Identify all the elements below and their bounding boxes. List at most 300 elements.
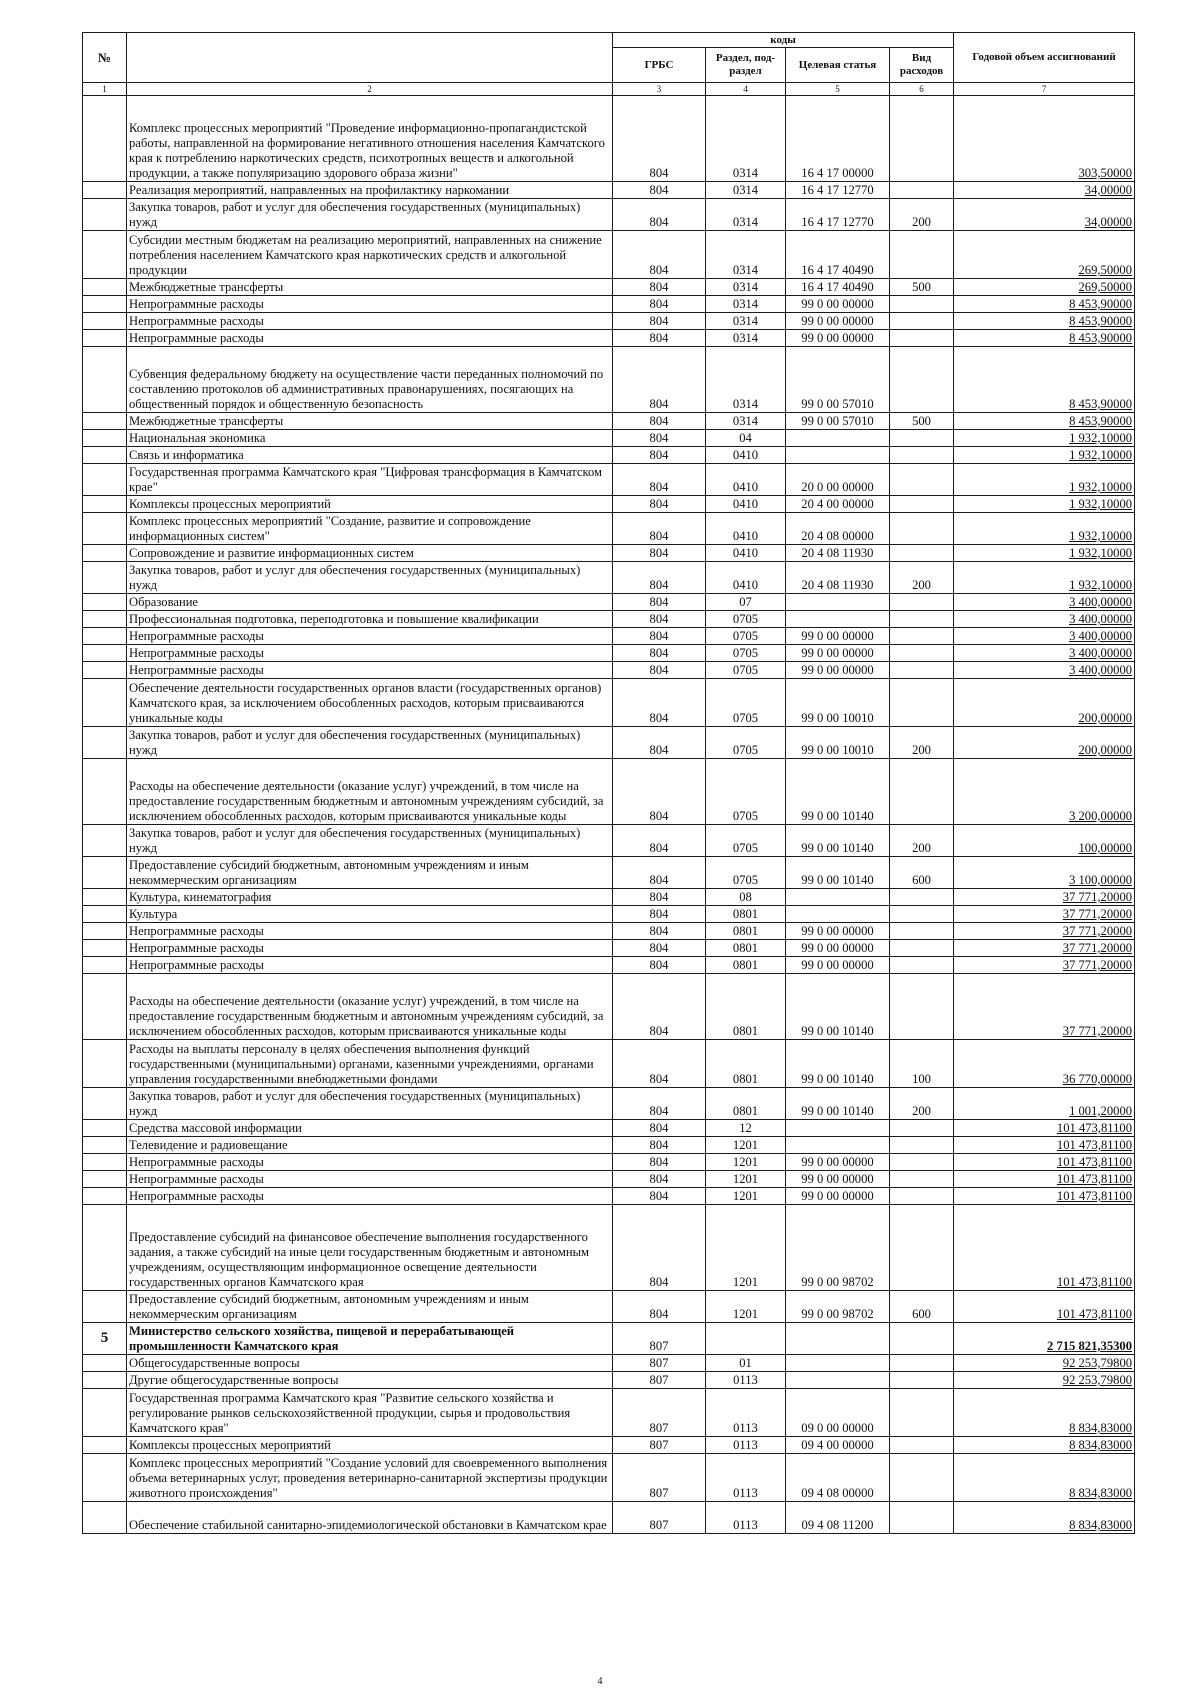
row-grbs: 804 <box>613 562 706 594</box>
row-target: 99 0 00 00000 <box>786 1171 890 1188</box>
row-section: 0410 <box>706 464 786 496</box>
row-number <box>83 96 127 182</box>
table-row <box>83 330 1135 347</box>
table-row <box>83 347 1135 413</box>
row-amount: 34,00000 <box>954 199 1135 231</box>
table-row <box>83 182 1135 199</box>
row-number <box>83 923 127 940</box>
row-number <box>83 1291 127 1323</box>
table-row <box>83 645 1135 662</box>
row-grbs: 807 <box>613 1454 706 1502</box>
row-name: Непрограммные расходы <box>127 296 613 313</box>
row-name: Расходы на обеспечение деятельности (оказание услуг) учреждений, в том числе на предоставление государственным бюджетным и автономным учреждениям субсидий, за исключением обособленных расходов, которым присваиваются уникальные коды <box>127 759 613 825</box>
row-expense-type <box>890 1454 954 1502</box>
table-row <box>83 296 1135 313</box>
row-number <box>83 430 127 447</box>
table-row <box>83 594 1135 611</box>
row-expense-type: 600 <box>890 1291 954 1323</box>
budget-sheet <box>82 32 1134 1534</box>
table-row <box>83 199 1135 231</box>
row-number <box>83 628 127 645</box>
table-row <box>83 1040 1135 1088</box>
row-section: 0314 <box>706 413 786 430</box>
row-section: 0801 <box>706 1040 786 1088</box>
row-amount: 8 453,90000 <box>954 330 1135 347</box>
header-name <box>127 33 613 83</box>
row-section: 0314 <box>706 96 786 182</box>
row-grbs: 804 <box>613 496 706 513</box>
row-grbs: 804 <box>613 825 706 857</box>
row-amount: 101 473,81100 <box>954 1188 1135 1205</box>
row-number <box>83 562 127 594</box>
row-expense-type <box>890 889 954 906</box>
row-name: Государственная программа Камчатского края "Развитие сельского хозяйства и регулирование рынков сельскохозяйственной продукции, сырья и продовольствия Камчатского края" <box>127 1389 613 1437</box>
table-row <box>83 940 1135 957</box>
row-expense-type <box>890 679 954 727</box>
table-row <box>83 1154 1135 1171</box>
row-section: 0801 <box>706 974 786 1040</box>
row-grbs: 804 <box>613 96 706 182</box>
row-expense-type <box>890 430 954 447</box>
row-amount: 303,50000 <box>954 96 1135 182</box>
table-row <box>83 628 1135 645</box>
row-name: Закупка товаров, работ и услуг для обеспечения государственных (муниципальных) нужд <box>127 825 613 857</box>
row-grbs: 804 <box>613 296 706 313</box>
row-amount: 3 200,00000 <box>954 759 1135 825</box>
row-name: Непрограммные расходы <box>127 940 613 957</box>
table-row <box>83 1389 1135 1437</box>
col-number: 2 <box>127 83 613 96</box>
row-grbs: 804 <box>613 1291 706 1323</box>
row-grbs: 804 <box>613 628 706 645</box>
row-name: Непрограммные расходы <box>127 1188 613 1205</box>
row-name: Государственная программа Камчатского края "Цифровая трансформация в Камчатском крае" <box>127 464 613 496</box>
table-row <box>83 231 1135 279</box>
row-expense-type <box>890 347 954 413</box>
row-expense-type: 100 <box>890 1040 954 1088</box>
row-section: 0314 <box>706 347 786 413</box>
row-target: 99 0 00 00000 <box>786 645 890 662</box>
row-section: 0801 <box>706 1088 786 1120</box>
row-target: 99 0 00 00000 <box>786 957 890 974</box>
row-amount: 101 473,81100 <box>954 1154 1135 1171</box>
row-section: 1201 <box>706 1291 786 1323</box>
row-expense-type <box>890 296 954 313</box>
table-row <box>83 1323 1135 1355</box>
row-target: 99 0 00 00000 <box>786 940 890 957</box>
row-section: 0113 <box>706 1389 786 1437</box>
row-target: 99 0 00 10140 <box>786 857 890 889</box>
row-grbs: 804 <box>613 1040 706 1088</box>
row-target <box>786 430 890 447</box>
row-amount: 269,50000 <box>954 279 1135 296</box>
page-number: 4 <box>597 1676 603 1687</box>
row-target: 09 4 00 00000 <box>786 1437 890 1454</box>
row-name: Закупка товаров, работ и услуг для обеспечения государственных (муниципальных) нужд <box>127 727 613 759</box>
row-amount: 1 001,20000 <box>954 1088 1135 1120</box>
row-target: 20 4 08 11930 <box>786 545 890 562</box>
row-section: 1201 <box>706 1188 786 1205</box>
row-name: Непрограммные расходы <box>127 662 613 679</box>
row-target: 99 0 00 10010 <box>786 727 890 759</box>
row-number <box>83 974 127 1040</box>
row-number <box>83 545 127 562</box>
row-expense-type: 200 <box>890 562 954 594</box>
row-name: Непрограммные расходы <box>127 1154 613 1171</box>
row-name: Комплекс процессных мероприятий "Проведение информационно-пропагандистской работы, направленной на формирование негативного отношения населения Камчатского края к потреблению наркотических средств, психотропных веществ и алкогольной продукции, а также популяризацию здорового образа жизни" <box>127 96 613 182</box>
row-grbs: 804 <box>613 857 706 889</box>
row-number <box>83 594 127 611</box>
row-section: 0801 <box>706 940 786 957</box>
row-expense-type <box>890 923 954 940</box>
row-number <box>83 1389 127 1437</box>
row-name: Обеспечение деятельности государственных органов власти (государственных органов) Камчатского края, за исключением обособленных расходов, которым присваиваются уникальные коды <box>127 679 613 727</box>
row-name: Непрограммные расходы <box>127 923 613 940</box>
row-grbs: 804 <box>613 430 706 447</box>
row-expense-type <box>890 906 954 923</box>
row-section: 0113 <box>706 1372 786 1389</box>
table-row <box>83 1454 1135 1502</box>
row-target: 99 0 00 10140 <box>786 1088 890 1120</box>
row-expense-type <box>890 496 954 513</box>
row-expense-type <box>890 513 954 545</box>
table-row <box>83 1502 1135 1534</box>
row-expense-type <box>890 182 954 199</box>
row-amount: 101 473,81100 <box>954 1137 1135 1154</box>
row-expense-type <box>890 1171 954 1188</box>
row-number <box>83 1502 127 1534</box>
row-target <box>786 1137 890 1154</box>
table-row <box>83 1171 1135 1188</box>
row-section: 1201 <box>706 1171 786 1188</box>
row-name: Профессиональная подготовка, переподготовка и повышение квалификации <box>127 611 613 628</box>
row-section: 0801 <box>706 957 786 974</box>
row-name: Субвенция федеральному бюджету на осуществление части переданных полномочий по составлению протоколов об административных правонарушениях, посягающих на общественный порядок и общественную безопасность <box>127 347 613 413</box>
row-section: 12 <box>706 1120 786 1137</box>
table-row <box>83 413 1135 430</box>
row-section: 0410 <box>706 496 786 513</box>
row-number <box>83 1154 127 1171</box>
row-number <box>83 279 127 296</box>
row-expense-type: 200 <box>890 727 954 759</box>
row-target: 99 0 00 10140 <box>786 825 890 857</box>
row-amount: 37 771,20000 <box>954 923 1135 940</box>
row-section: 0705 <box>706 759 786 825</box>
table-row <box>83 611 1135 628</box>
row-section: 0113 <box>706 1454 786 1502</box>
row-amount: 101 473,81100 <box>954 1120 1135 1137</box>
row-name: Другие общегосударственные вопросы <box>127 1372 613 1389</box>
row-grbs: 804 <box>613 906 706 923</box>
header-grbs: ГРБС <box>613 48 706 83</box>
row-expense-type <box>890 1372 954 1389</box>
table-row <box>83 496 1135 513</box>
row-amount: 2 715 821,35300 <box>954 1323 1135 1355</box>
row-name: Закупка товаров, работ и услуг для обеспечения государственных (муниципальных) нужд <box>127 1088 613 1120</box>
row-name: Комплексы процессных мероприятий <box>127 1437 613 1454</box>
row-number <box>83 1205 127 1291</box>
row-name: Связь и информатика <box>127 447 613 464</box>
row-number <box>83 1137 127 1154</box>
row-number <box>83 296 127 313</box>
row-name: Обеспечение стабильной санитарно-эпидемиологической обстановки в Камчатском крае <box>127 1502 613 1534</box>
row-section: 0705 <box>706 662 786 679</box>
header-amount: Годовой объем ассигнований <box>954 33 1135 83</box>
row-number <box>83 857 127 889</box>
table-row <box>83 1137 1135 1154</box>
row-amount: 8 453,90000 <box>954 347 1135 413</box>
table-row <box>83 889 1135 906</box>
row-section: 0705 <box>706 857 786 889</box>
row-number <box>83 496 127 513</box>
col-number: 5 <box>786 83 890 96</box>
row-expense-type <box>890 545 954 562</box>
row-target <box>786 611 890 628</box>
row-target: 99 0 00 57010 <box>786 347 890 413</box>
table-row <box>83 545 1135 562</box>
row-section: 0314 <box>706 199 786 231</box>
col-number: 4 <box>706 83 786 96</box>
row-grbs: 807 <box>613 1437 706 1454</box>
row-section: 0801 <box>706 906 786 923</box>
row-amount: 1 932,10000 <box>954 545 1135 562</box>
row-expense-type <box>890 1188 954 1205</box>
row-grbs: 804 <box>613 1088 706 1120</box>
header-expense-type: Вид расходов <box>890 48 954 83</box>
table-row <box>83 1088 1135 1120</box>
row-expense-type <box>890 1154 954 1171</box>
row-name: Непрограммные расходы <box>127 330 613 347</box>
row-target: 20 4 08 11930 <box>786 562 890 594</box>
row-expense-type <box>890 313 954 330</box>
table-row <box>83 1372 1135 1389</box>
row-number <box>83 182 127 199</box>
table-row <box>83 825 1135 857</box>
row-amount: 8 834,83000 <box>954 1389 1135 1437</box>
row-grbs: 807 <box>613 1372 706 1389</box>
row-grbs: 804 <box>613 759 706 825</box>
row-grbs: 807 <box>613 1323 706 1355</box>
row-expense-type <box>890 759 954 825</box>
row-grbs: 804 <box>613 330 706 347</box>
row-name: Межбюджетные трансферты <box>127 279 613 296</box>
row-number <box>83 940 127 957</box>
row-target <box>786 447 890 464</box>
row-section: 0410 <box>706 513 786 545</box>
row-expense-type: 500 <box>890 279 954 296</box>
row-expense-type <box>890 957 954 974</box>
row-section: 08 <box>706 889 786 906</box>
row-expense-type <box>890 1437 954 1454</box>
row-amount: 37 771,20000 <box>954 940 1135 957</box>
row-number: 5 <box>83 1323 127 1355</box>
row-name: Образование <box>127 594 613 611</box>
row-section: 0314 <box>706 231 786 279</box>
row-grbs: 804 <box>613 545 706 562</box>
row-section: 0113 <box>706 1437 786 1454</box>
row-name: Общегосударственные вопросы <box>127 1355 613 1372</box>
row-number <box>83 1088 127 1120</box>
row-target: 99 0 00 00000 <box>786 1154 890 1171</box>
row-amount: 101 473,81100 <box>954 1205 1135 1291</box>
row-grbs: 804 <box>613 1205 706 1291</box>
row-amount: 101 473,81100 <box>954 1291 1135 1323</box>
row-expense-type <box>890 1137 954 1154</box>
row-target: 16 4 17 40490 <box>786 279 890 296</box>
row-section: 0705 <box>706 825 786 857</box>
row-expense-type <box>890 662 954 679</box>
row-expense-type: 500 <box>890 413 954 430</box>
row-expense-type <box>890 96 954 182</box>
row-number <box>83 957 127 974</box>
row-amount: 1 932,10000 <box>954 496 1135 513</box>
row-grbs: 804 <box>613 594 706 611</box>
row-section: 0705 <box>706 628 786 645</box>
row-amount: 3 400,00000 <box>954 662 1135 679</box>
row-name: Непрограммные расходы <box>127 313 613 330</box>
table-row <box>83 1120 1135 1137</box>
row-amount: 1 932,10000 <box>954 430 1135 447</box>
row-number <box>83 447 127 464</box>
row-name: Сопровождение и развитие информационных систем <box>127 545 613 562</box>
row-expense-type <box>890 1120 954 1137</box>
row-name: Культура, кинематография <box>127 889 613 906</box>
row-section: 04 <box>706 430 786 447</box>
table-row <box>83 923 1135 940</box>
row-expense-type <box>890 1502 954 1534</box>
row-number <box>83 1120 127 1137</box>
row-name: Закупка товаров, работ и услуг для обеспечения государственных (муниципальных) нужд <box>127 199 613 231</box>
col-number: 1 <box>83 83 127 96</box>
col-number: 7 <box>954 83 1135 96</box>
row-grbs: 804 <box>613 662 706 679</box>
row-grbs: 804 <box>613 279 706 296</box>
row-amount: 269,50000 <box>954 231 1135 279</box>
row-target: 16 4 17 40490 <box>786 231 890 279</box>
row-grbs: 804 <box>613 727 706 759</box>
row-target: 99 0 00 00000 <box>786 662 890 679</box>
row-name: Национальная экономика <box>127 430 613 447</box>
row-amount: 3 400,00000 <box>954 645 1135 662</box>
row-number <box>83 645 127 662</box>
row-number <box>83 464 127 496</box>
row-amount: 1 932,10000 <box>954 464 1135 496</box>
row-number <box>83 1040 127 1088</box>
row-target: 99 0 00 00000 <box>786 296 890 313</box>
row-name: Телевидение и радиовещание <box>127 1137 613 1154</box>
row-target <box>786 906 890 923</box>
row-amount: 8 834,83000 <box>954 1502 1135 1534</box>
row-grbs: 804 <box>613 889 706 906</box>
table-row <box>83 1188 1135 1205</box>
row-target: 99 0 00 10140 <box>786 759 890 825</box>
row-grbs: 804 <box>613 645 706 662</box>
row-number <box>83 1171 127 1188</box>
row-section: 0705 <box>706 679 786 727</box>
row-amount: 8 453,90000 <box>954 413 1135 430</box>
row-grbs: 804 <box>613 513 706 545</box>
row-section: 0113 <box>706 1502 786 1534</box>
row-amount: 101 473,81100 <box>954 1171 1135 1188</box>
row-amount: 36 770,00000 <box>954 1040 1135 1088</box>
row-name: Расходы на выплаты персоналу в целях обеспечения выполнения функций государственными (муниципальными) органами, казенными учреждениями, органами управления государственными внебюджетными фондами <box>127 1040 613 1088</box>
row-amount: 8 453,90000 <box>954 296 1135 313</box>
table-row <box>83 857 1135 889</box>
row-grbs: 804 <box>613 1171 706 1188</box>
row-target: 99 0 00 00000 <box>786 313 890 330</box>
row-target <box>786 1355 890 1372</box>
row-name: Расходы на обеспечение деятельности (оказание услуг) учреждений, в том числе на предоставление государственным бюджетным и автономным учреждениям субсидий, за исключением обособленных расходов, которым присваиваются уникальные коды <box>127 974 613 1040</box>
row-grbs: 807 <box>613 1502 706 1534</box>
row-target: 99 0 00 98702 <box>786 1291 890 1323</box>
table-row <box>83 313 1135 330</box>
col-number: 3 <box>613 83 706 96</box>
row-expense-type <box>890 1323 954 1355</box>
table-row <box>83 1291 1135 1323</box>
row-name: Непрограммные расходы <box>127 1171 613 1188</box>
table-row <box>83 759 1135 825</box>
row-number <box>83 413 127 430</box>
row-number <box>83 825 127 857</box>
row-expense-type <box>890 330 954 347</box>
row-target: 09 4 08 00000 <box>786 1454 890 1502</box>
row-expense-type <box>890 628 954 645</box>
row-name: Министерство сельского хозяйства, пищевой и перерабатывающей промышленности Камчатского края <box>127 1323 613 1355</box>
row-grbs: 804 <box>613 313 706 330</box>
row-name: Межбюджетные трансферты <box>127 413 613 430</box>
row-amount: 3 400,00000 <box>954 594 1135 611</box>
row-number <box>83 513 127 545</box>
row-grbs: 804 <box>613 231 706 279</box>
row-target: 99 0 00 00000 <box>786 628 890 645</box>
row-amount: 37 771,20000 <box>954 906 1135 923</box>
row-grbs: 804 <box>613 1120 706 1137</box>
row-number <box>83 727 127 759</box>
row-section: 07 <box>706 594 786 611</box>
row-amount: 8 834,83000 <box>954 1437 1135 1454</box>
col-number: 6 <box>890 83 954 96</box>
row-number <box>83 889 127 906</box>
row-expense-type <box>890 231 954 279</box>
row-grbs: 804 <box>613 974 706 1040</box>
row-grbs: 807 <box>613 1389 706 1437</box>
row-expense-type <box>890 1389 954 1437</box>
column-number-row <box>83 83 1135 96</box>
row-amount: 92 253,79800 <box>954 1355 1135 1372</box>
row-amount: 3 400,00000 <box>954 611 1135 628</box>
row-amount: 37 771,20000 <box>954 889 1135 906</box>
header-codes: коды <box>613 33 954 48</box>
header-target: Целевая статья <box>786 48 890 83</box>
row-amount: 8 453,90000 <box>954 313 1135 330</box>
table-row <box>83 1355 1135 1372</box>
row-expense-type: 200 <box>890 1088 954 1120</box>
row-name: Предоставление субсидий бюджетным, автономным учреждениям и иным некоммерческим организациям <box>127 857 613 889</box>
row-number <box>83 611 127 628</box>
row-grbs: 804 <box>613 923 706 940</box>
row-name: Комплексы процессных мероприятий <box>127 496 613 513</box>
row-amount: 200,00000 <box>954 679 1135 727</box>
row-target: 99 0 00 10140 <box>786 974 890 1040</box>
row-name: Предоставление субсидий на финансовое обеспечение выполнения государственного задания, а также субсидий на иные цели государственным бюджетным и автономным учреждениям, осуществляющим информационное освещение деятельности государственных органов Камчатского края <box>127 1205 613 1291</box>
row-target: 99 0 00 00000 <box>786 1188 890 1205</box>
row-grbs: 804 <box>613 1154 706 1171</box>
row-target: 20 0 00 00000 <box>786 464 890 496</box>
table-body <box>83 96 1135 1534</box>
row-target <box>786 1372 890 1389</box>
row-amount: 8 834,83000 <box>954 1454 1135 1502</box>
row-target <box>786 889 890 906</box>
